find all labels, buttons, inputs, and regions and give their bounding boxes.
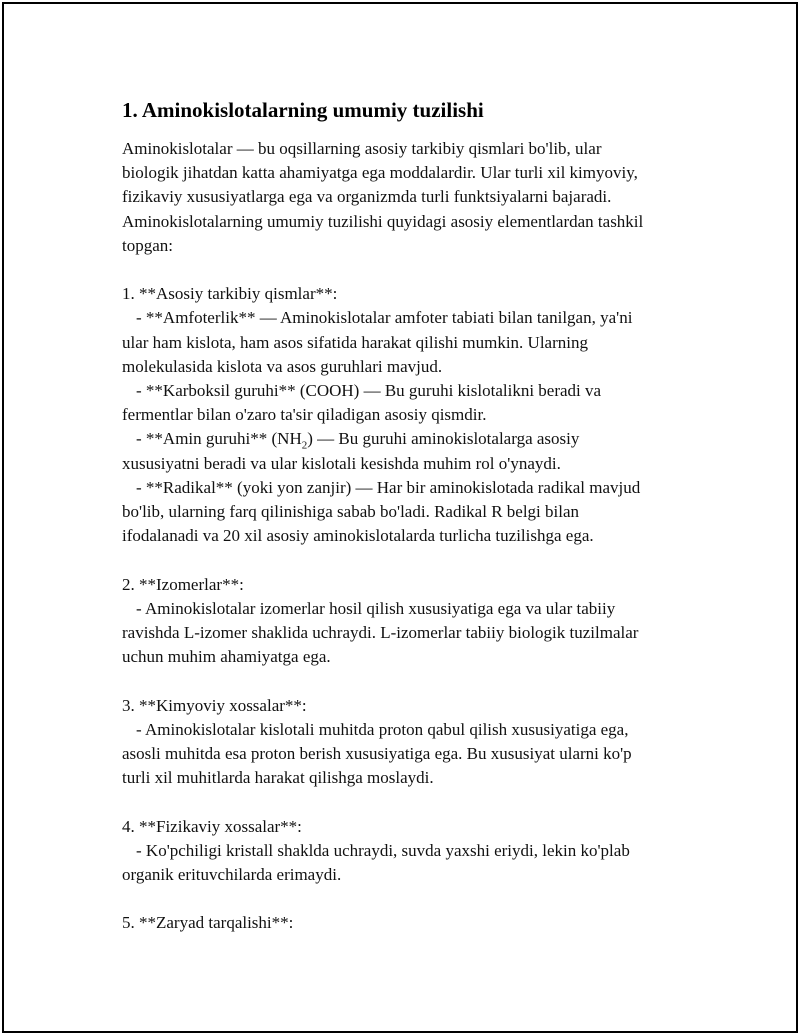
list-item-line xyxy=(122,476,692,500)
section-title: 5. **Zaryad tarqalishi**: xyxy=(122,913,294,933)
list-item-line: ravishda L-izomer shaklida uchraydi. L-izomerlar tabiiy biologik tuzilmalar xyxy=(122,623,639,643)
document-page xyxy=(2,2,798,1033)
subscript: 2 xyxy=(301,439,308,452)
list-item-line: uchun muhim ahamiyatga ega. xyxy=(122,647,331,667)
list-item-line xyxy=(122,597,692,621)
intro-line: fizikaviy xususiyatlarga ega va organizmda turli funktsiyalarni bajaradi. xyxy=(122,187,612,207)
paragraph-gap xyxy=(122,887,692,911)
list-item-line xyxy=(122,839,692,863)
section-charge xyxy=(122,911,692,935)
paragraph-gap xyxy=(122,258,692,282)
list-item-line: turli xil muhitlarda harakat qilishga moslaydi. xyxy=(122,768,434,788)
section-structure xyxy=(122,282,692,548)
section-title: 2. **Izomerlar**: xyxy=(122,574,244,594)
document-body xyxy=(122,96,692,936)
list-item-line: fermentlar bilan o'zaro ta'sir qiladigan asosiy qismdir. xyxy=(122,405,487,425)
intro-paragraph xyxy=(122,137,692,258)
page-title: 1. Aminokislotalarning umumiy tuzilishi xyxy=(122,98,484,122)
intro-line: Aminokislotalarning umumiy tuzilishi quyidagi asosiy elementlardan tashkil xyxy=(122,211,644,231)
section-isomers xyxy=(122,573,692,670)
list-item-line xyxy=(122,379,692,403)
list-item-text: - **Amfoterlik** — Aminokislotalar amfoter tabiati bilan tanilgan, ya'ni xyxy=(136,308,633,328)
list-item-line xyxy=(122,718,692,742)
list-item-text: - Ko'pchiligi kristall shaklda uchraydi, suvda yaxshi eriydi, lekin ko'plab xyxy=(136,840,630,860)
list-item-line: ifodalanadi va 20 xil asosiy aminokislotalarda turlicha tuzilishga ega. xyxy=(122,526,594,546)
section-chemical xyxy=(122,694,692,791)
list-item-text: - **Radikal** (yoki yon zanjir) — Har bir aminokislotada radikal mavjud xyxy=(136,477,641,497)
list-item-text: - Aminokislotalar izomerlar hosil qilish xususiyatiga ega va ular tabiiy xyxy=(136,598,616,618)
section-title: 1. **Asosiy tarkibiy qismlar**: xyxy=(122,284,338,304)
list-item-line: ular ham kislota, ham asos sifatida harakat qilishi mumkin. Ularning xyxy=(122,332,588,352)
list-item-line xyxy=(122,427,692,451)
list-item-line: asosli muhitda esa proton berish xususiyatiga ega. Bu xususiyat ularni ko'p xyxy=(122,744,632,764)
list-item-line: molekulasida kislota va asos guruhlari mavjud. xyxy=(122,356,443,376)
list-item-text: - **Karboksil guruhi** (COOH) — Bu guruhi kislotalikni beradi va xyxy=(136,381,602,401)
list-item-line: bo'lib, ularning farq qilinishiga sabab bo'ladi. Radikal R belgi bilan xyxy=(122,502,580,522)
list-item-text: ) — Bu guruhi aminokislotalarga asosiy xyxy=(307,429,580,449)
paragraph-gap xyxy=(122,790,692,814)
intro-line: Aminokislotalar — bu oqsillarning asosiy tarkibiy qismlari bo'lib, ular xyxy=(122,139,602,158)
list-item-text: - **Amin guruhi** (NH xyxy=(136,429,302,449)
paragraph-gap xyxy=(122,669,692,693)
list-item-text: - Aminokislotalar kislotali muhitda proton qabul qilish xususiyatiga ega, xyxy=(136,719,629,739)
section-physical xyxy=(122,815,692,888)
list-item-line xyxy=(122,306,692,330)
intro-line: biologik jihatdan katta ahamiyatga ega moddalardir. Ular turli xil kimyoviy, xyxy=(122,163,638,183)
list-item-line: xususiyatni beradi va ular kislotali kesishda muhim rol o'ynaydi. xyxy=(122,453,561,473)
paragraph-gap xyxy=(122,548,692,572)
list-item-line: organik erituvchilarda erimaydi. xyxy=(122,865,342,885)
section-title: 3. **Kimyoviy xossalar**: xyxy=(122,695,307,715)
intro-line: topgan: xyxy=(122,235,173,255)
section-title: 4. **Fizikaviy xossalar**: xyxy=(122,816,302,836)
